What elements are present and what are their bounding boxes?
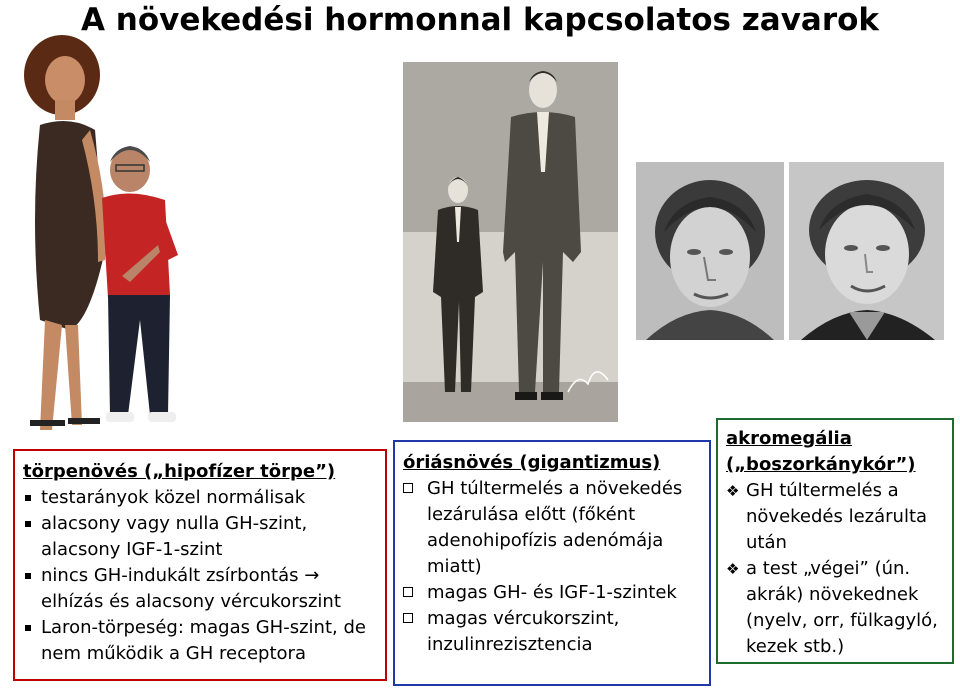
page-title: A növekedési hormonnal kapcsolatos zavarok bbox=[80, 2, 880, 38]
couple-illustration bbox=[10, 20, 185, 430]
giant-illustration bbox=[403, 62, 618, 422]
square-bullet-icon bbox=[25, 495, 31, 501]
list-item: ❖ a test „végei” (ún. akrák) növekednek (nyelv, orr, fülkagyló, kezek stb.) bbox=[726, 558, 938, 657]
photo-acro-2 bbox=[789, 162, 944, 340]
box-acromegaly bbox=[716, 418, 954, 664]
checkbox-bullet-icon bbox=[403, 613, 413, 623]
acromegaly-heading: akromegália bbox=[726, 428, 852, 449]
list-item: testarányok közel normálisak bbox=[23, 485, 379, 511]
square-bullet-icon bbox=[25, 573, 31, 579]
list-item: alacsony vagy nulla GH-szint, alacsony IGF-1-szint bbox=[23, 511, 379, 563]
portrait-1-illustration bbox=[636, 162, 784, 340]
acromegaly-list bbox=[726, 478, 948, 660]
acromegaly-subheading: („boszorkánykór”) bbox=[726, 454, 916, 475]
gigantism-heading: óriásnövés (gigantizmus) bbox=[403, 452, 661, 473]
list-item: GH túltermelés a növekedés lezárulása előtt (főként adenohipofízis adenómája miatt) bbox=[403, 476, 705, 580]
list-item: ❖ GH túltermelés a növekedés lezárulta után bbox=[726, 480, 928, 553]
checkbox-bullet-icon bbox=[403, 483, 413, 493]
box-dwarfism bbox=[13, 449, 387, 681]
photo-couple bbox=[10, 20, 185, 430]
photo-acro-1 bbox=[636, 162, 784, 340]
box-gigantism bbox=[393, 440, 711, 686]
list-item: magas vércukorszint, inzulinrezisztencia bbox=[403, 606, 705, 658]
dwarfism-list bbox=[23, 485, 379, 667]
list-item: nincs GH-indukált zsírbontás → elhízás és alacsony vércukorszint bbox=[23, 563, 379, 615]
list-item: magas GH- és IGF-1-szintek bbox=[403, 580, 705, 606]
portrait-2-illustration bbox=[789, 162, 944, 340]
diamond-bullet-icon: ❖ bbox=[726, 482, 740, 500]
list-item: Laron-törpeség: magas GH-szint, de nem működik a GH receptora bbox=[23, 615, 379, 667]
square-bullet-icon bbox=[25, 625, 31, 631]
gigantism-list bbox=[403, 476, 705, 658]
dwarfism-heading: törpenövés („hipofízer törpe”) bbox=[23, 461, 336, 482]
diamond-bullet-icon: ❖ bbox=[726, 560, 740, 578]
square-bullet-icon bbox=[25, 521, 31, 527]
photo-giant bbox=[403, 62, 618, 422]
checkbox-bullet-icon bbox=[403, 587, 413, 597]
